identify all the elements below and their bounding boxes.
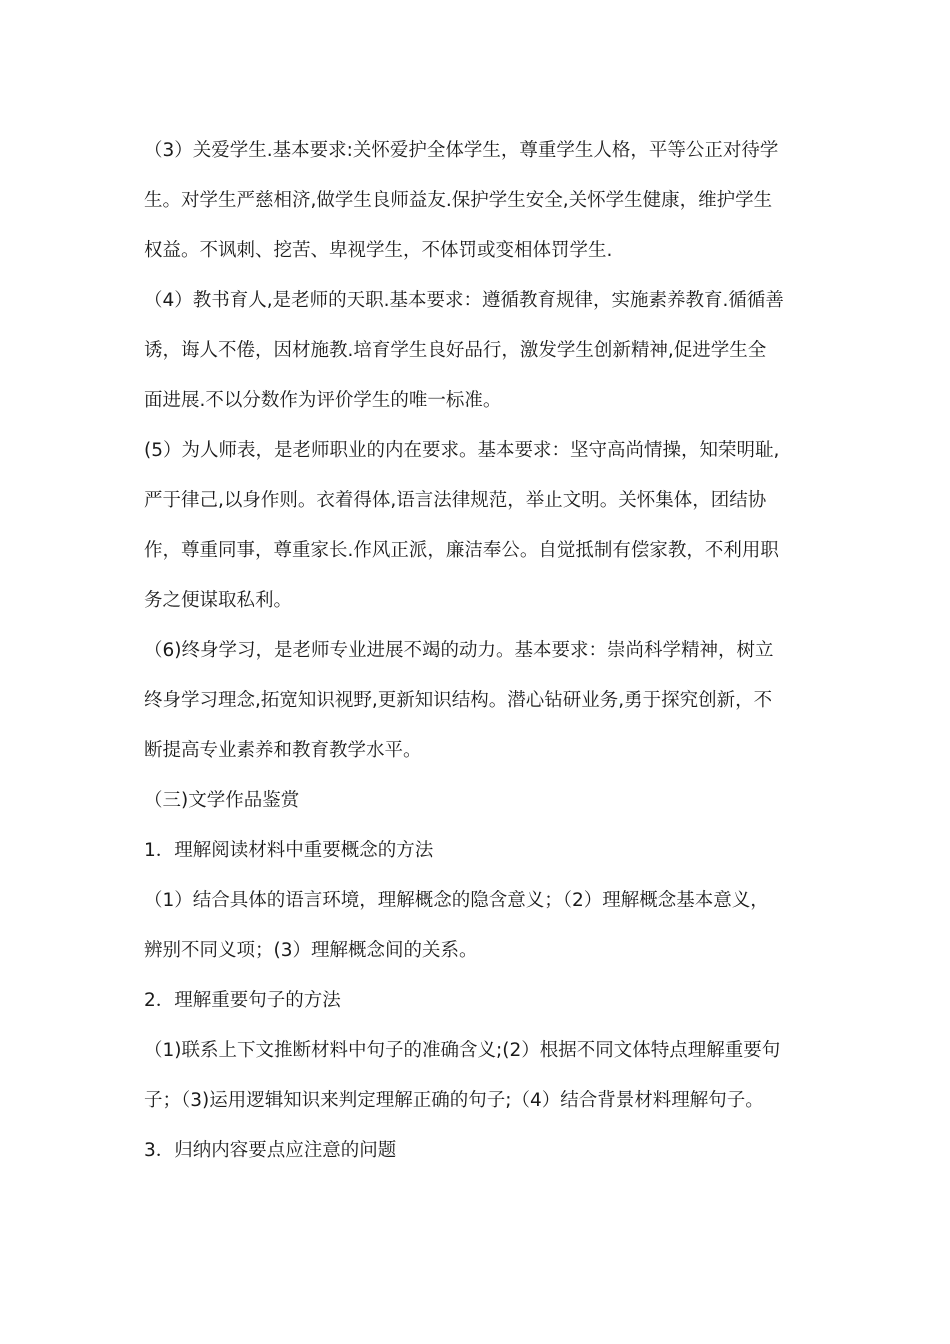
- text-line: 辨别不同义项；(3）理解概念间的关系。: [144, 940, 478, 961]
- text-line: 严于律己,以身作则。衣着得体,语言法律规范，举止文明。关怀集体，团结协: [144, 490, 767, 511]
- text-line: 终身学习理念,拓宽知识视野,更新知识结构。潜心钻研业务,勇于探究创新，不: [144, 690, 773, 711]
- text-line: （3）关爱学生.基本要求:关怀爱护全体学生，尊重学生人格，平等公正对待学: [144, 140, 779, 161]
- text-line: (5）为人师表，是老师职业的内在要求。基本要求：坚守高尚情操，知荣明耻,: [144, 440, 780, 461]
- text-line: 权益。不讽刺、挖苦、卑视学生，不体罚或变相体罚学生.: [144, 240, 613, 261]
- text-line: 子；（3)运用逻辑知识来判定理解正确的句子;（4）结合背景材料理解句子。: [144, 1090, 764, 1111]
- text-line: （1)联系上下文推断材料中句子的准确含义;(2）根据不同文体特点理解重要句: [144, 1040, 781, 1061]
- text-line: （6)终身学习，是老师专业进展不竭的动力。基本要求：崇尚科学精神，树立: [144, 640, 774, 661]
- section-heading: （三)文学作品鉴赏: [144, 790, 300, 811]
- text-line: 作，尊重同事，尊重家长.作风正派，廉洁奉公。自觉抵制有偿家教，不利用职: [144, 540, 779, 561]
- document-body: [144, 126, 808, 1176]
- text-line: 诱，诲人不倦，因材施教.培育学生良好品行，激发学生创新精神,促进学生全: [144, 340, 767, 361]
- text-line: （4）教书育人,是老师的天职.基本要求：遵循教育规律，实施素养教育.循循善: [144, 290, 784, 311]
- text-line: 断提高专业素养和教育教学水平。: [144, 740, 422, 761]
- text-line: 务之便谋取私利。: [144, 590, 293, 611]
- text-line: 生。对学生严慈相济,做学生良师益友.保护学生安全,关怀学生健康，维护学生: [144, 190, 773, 211]
- text-line: 面进展.不以分数作为评价学生的唯一标准。: [144, 390, 502, 411]
- subsection-heading: 3．归纳内容要点应注意的问题: [144, 1140, 397, 1161]
- text-line: （1）结合具体的语言环境，理解概念的隐含意义；（2）理解概念基本意义，: [144, 890, 769, 911]
- subsection-heading: 2．理解重要句子的方法: [144, 990, 341, 1011]
- subsection-heading: 1．理解阅读材料中重要概念的方法: [144, 840, 434, 861]
